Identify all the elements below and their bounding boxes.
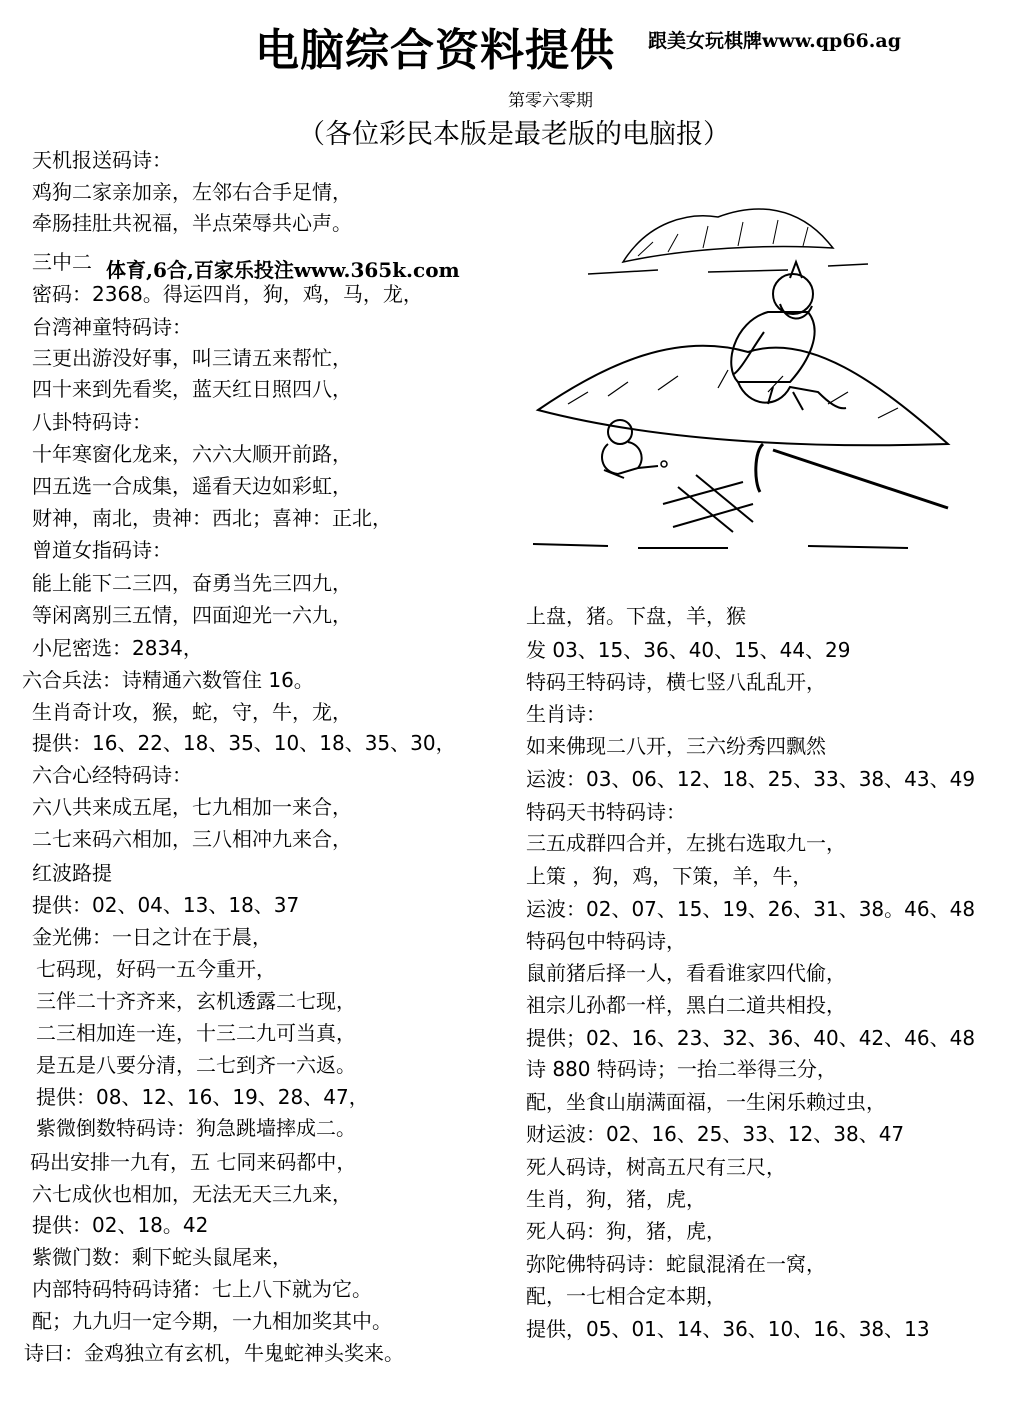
right-text-line: 发 03、15、36、40、15、44、29 [526, 638, 851, 662]
right-text-line: 提供，05、01、14、36、10、16、38、13 [526, 1317, 930, 1341]
left-text-line: 提供：08、12、16、19、28、47， [36, 1085, 369, 1109]
left-text-line: 曾道女指码诗： [32, 538, 172, 562]
left-text-line: 红波路提 [32, 861, 112, 885]
right-text-line: 弥陀佛特码诗：蛇鼠混淆在一窝， [526, 1252, 826, 1276]
header-ad-text: 跟美女玩棋牌www.qp66.ag [648, 30, 901, 52]
left-text-line: 三中二 [32, 250, 92, 274]
left-text-line: 十年寒窗化龙来，六六大顺开前路， [32, 442, 352, 466]
left-text-line: 紫微门数：剩下蛇头鼠尾来， [32, 1245, 292, 1269]
left-text-line: 是五是八要分清，二七到齐一六返。 [36, 1053, 356, 1077]
right-text-line: 鼠前猪后择一人，看看谁家四代偷， [526, 961, 846, 985]
right-text-line: 特码包中特码诗， [526, 929, 686, 953]
left-text-line: 四十来到先看奖，蓝天红日照四八， [32, 377, 352, 401]
right-text-line: 死人码：狗，猪，虎， [526, 1219, 726, 1243]
left-text-line: 三更出游没好事，叫三请五来帮忙， [32, 346, 352, 370]
left-text-line: 六八共来成五尾，七九相加一来合， [32, 795, 352, 819]
right-text-line: 上盘，猪。下盘，羊，猴 [526, 604, 746, 628]
right-text-line: 配，坐食山崩满面福，一生闲乐赖过虫， [526, 1090, 886, 1114]
left-text-line: 台湾神童特码诗： [32, 315, 192, 339]
left-text-line: 牵肠挂肚共祝福，半点荣辱共心声。 [32, 211, 352, 235]
right-text-line: 配，一七相合定本期， [526, 1284, 726, 1308]
left-text-line: 密码：2368。得运四肖，狗，鸡，马，龙， [32, 282, 423, 306]
left-text-line: 配；九九归一定今期，一九相加奖其中。 [32, 1309, 392, 1333]
right-text-line: 特码天书特码诗： [526, 800, 686, 824]
page-subtitle: （各位彩民本版是最老版的电脑报） [298, 119, 730, 150]
right-text-line: 上策 ，狗，鸡，下策，羊，牛， [526, 864, 813, 888]
middle-ad-text: 体育,6合,百家乐投注www.365k.com [106, 258, 460, 282]
right-text-line: 生肖，狗，猪，虎， [526, 1187, 706, 1211]
right-text-line: 死人码诗，树高五尺有三尺， [526, 1155, 786, 1179]
left-text-line: 四五选一合成集，遥看天边如彩虹， [32, 474, 352, 498]
left-text-line: 六合心经特码诗： [32, 763, 192, 787]
left-text-line: 提供：16、22、18、35、10、18、35、30， [32, 731, 456, 755]
left-text-line: 七码现，好码一五今重开， [36, 957, 276, 981]
left-text-line: 天机报送码诗： [32, 148, 172, 172]
left-text-line: 金光佛：一日之计在于晨， [32, 925, 272, 949]
left-text-line: 紫微倒数特码诗：狗急跳墙摔成二。 [36, 1116, 356, 1140]
left-text-line: 内部特码特码诗猪：七上八下就为它。 [32, 1277, 372, 1301]
illustration-fisherman-and-child [528, 182, 968, 560]
right-text-line: 特码王特码诗，横七竖八乱乱开， [526, 670, 826, 694]
right-text-line: 财运波：02、16、25、33、12、38、47 [526, 1122, 905, 1146]
right-text-line: 生肖诗： [526, 702, 606, 726]
left-text-line: 小尼密选：2834， [32, 636, 203, 660]
right-text-line: 祖宗儿孙都一样，黑白二道共相投， [526, 993, 846, 1017]
left-text-line: 能上能下二三四，奋勇当先三四九， [32, 571, 352, 595]
left-text-line: 三伴二十齐齐来，玄机透露二七现， [36, 989, 356, 1013]
left-text-line: 六七成伙也相加，无法无天三九来， [32, 1182, 352, 1206]
left-text-line: 八卦特码诗： [32, 410, 152, 434]
left-text-line: 生肖奇计攻，猴，蛇，守，牛，龙， [32, 700, 352, 724]
left-text-line: 提供：02、04、13、18、37 [32, 893, 300, 917]
left-text-line: 等闲离别三五情，四面迎光一六九， [32, 603, 352, 627]
issue-number: 第零六零期 [508, 91, 593, 111]
left-text-line: 提供：02、18。42 [32, 1213, 209, 1237]
right-text-line: 如来佛现二八开，三六纷秀四飘然 [526, 734, 826, 758]
left-text-line: 二三相加连一连，十三二九可当真， [36, 1021, 356, 1045]
left-text-line: 码出安排一九有，五 七同来码都中， [30, 1150, 357, 1174]
left-text-line: 二七来码六相加，三八相冲九来合， [32, 827, 352, 851]
left-text-line: 六合兵法：诗精通六数管住 16。 [22, 668, 314, 692]
right-text-line: 运波：02、07、15、19、26、31、38。46、48 [526, 897, 976, 921]
right-text-line: 诗 880 特码诗；一抬二举得三分， [526, 1057, 837, 1081]
right-text-line: 三五成群四合并，左挑右选取九一， [526, 831, 846, 855]
left-text-line: 诗曰：金鸡独立有玄机，牛鬼蛇神头奖来。 [24, 1341, 404, 1365]
right-text-line: 运波：03、06、12、18、25、33、38、43、49 [526, 767, 976, 791]
left-text-line: 鸡狗二家亲加亲，左邻右合手足情， [32, 180, 352, 204]
right-text-line: 提供；02、16、23、32、36、40、42、46、48 [526, 1026, 976, 1050]
page-title: 电脑综合资料提供 [255, 25, 615, 76]
left-text-line: 财神，南北，贵神：西北；喜神：正北， [32, 506, 392, 530]
